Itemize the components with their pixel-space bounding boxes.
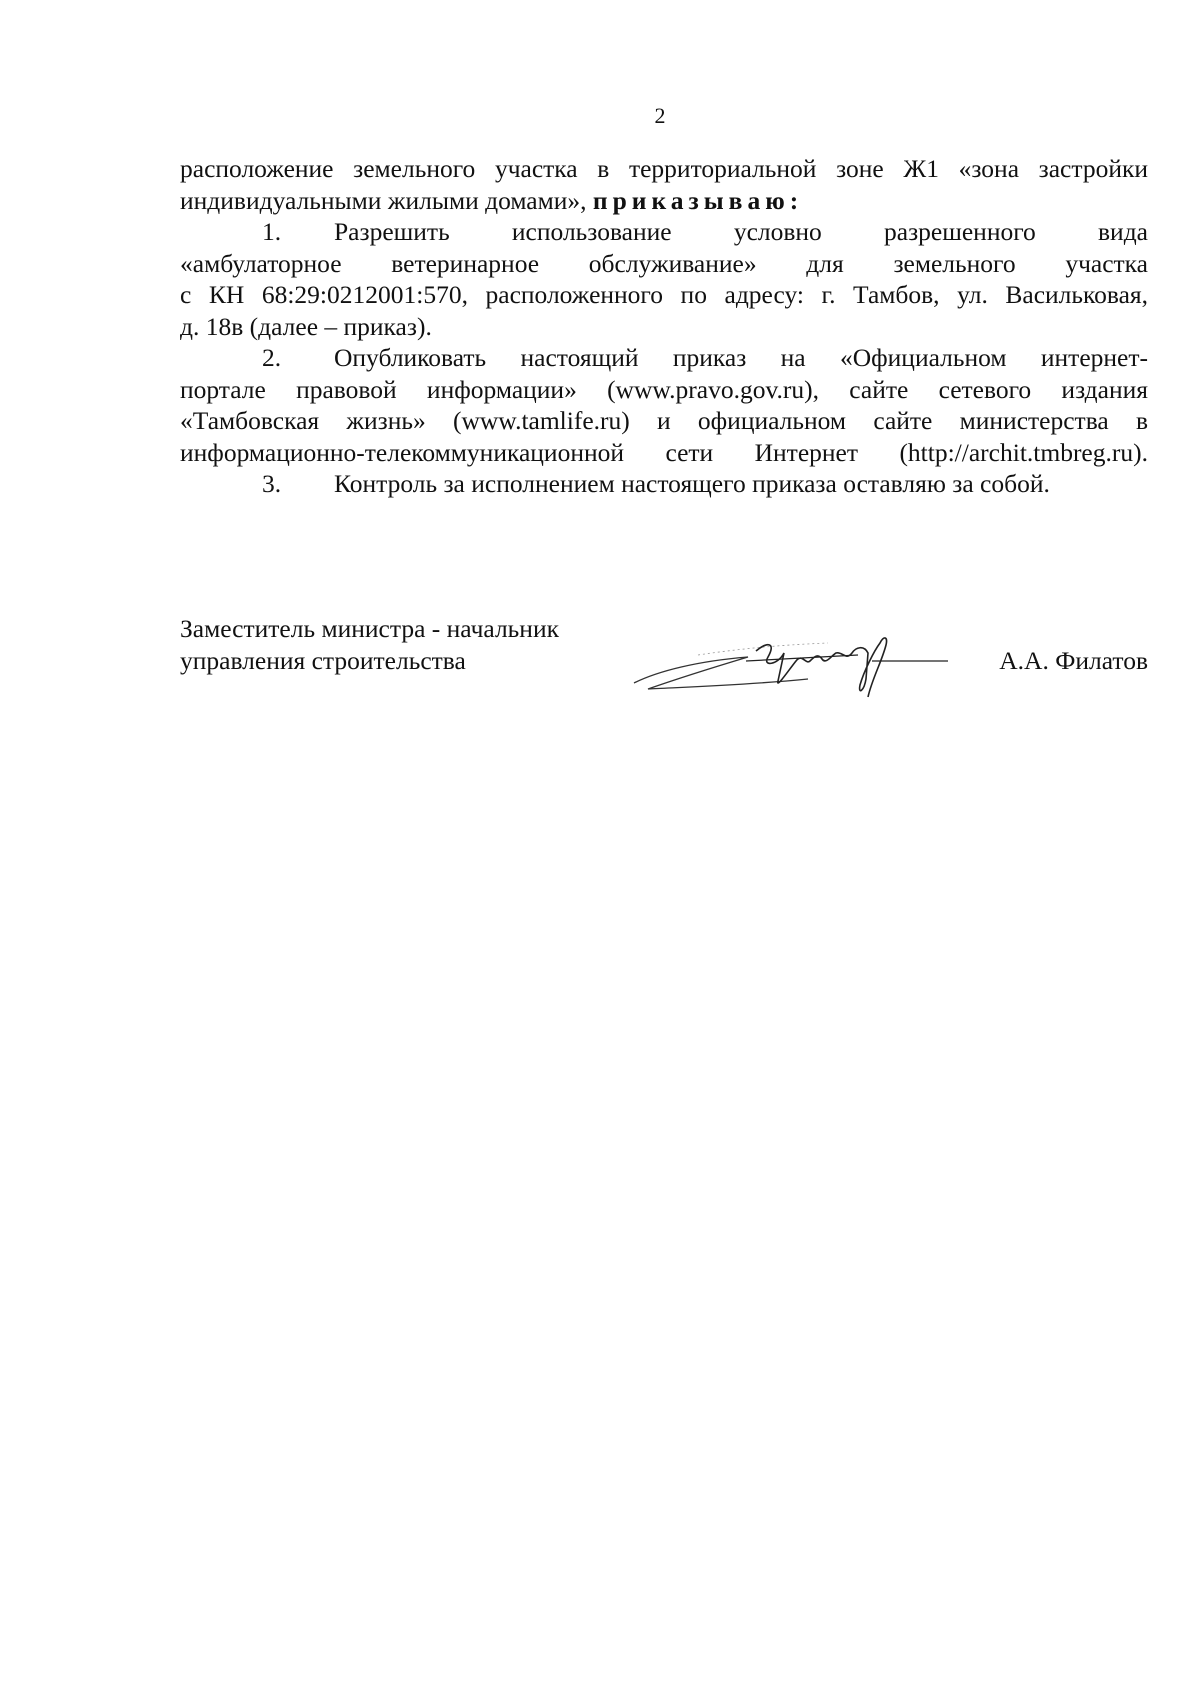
item-2-line-3: «Тамбовская жизнь» (www.tamlife.ru) и официальном сайте министерства в [180, 406, 1148, 435]
item-3-first-line [180, 468, 1148, 500]
item-1-first-line [180, 216, 1148, 248]
intro-line-2 [180, 185, 1148, 217]
item-1-line-3: с КН 68:29:0212001:570, расположенного по адресу: г. Тамбов, ул. Васильковая, [180, 280, 1148, 309]
item-2-number: 2. [262, 343, 282, 372]
intro-line-2-text: индивидуальными жилыми домами», [180, 185, 593, 215]
item-2-line-4: информационно-телекоммуникационной сети Интернет (http://archit.tmbreg.ru). [180, 437, 1148, 467]
page-number: 2 [654, 103, 666, 128]
item-3-line-1: Контроль за исполнением настоящего приказа оставляю за собой. [334, 469, 1050, 498]
item-1-number: 1. [262, 217, 282, 246]
signatory-name: А.А. Филатов [999, 646, 1148, 675]
intro-line-1: расположение земельного участка в территориальной зоне Ж1 «зона застройки [180, 154, 1148, 183]
item-1-line-1: Разрешить использование условно разрешенного вида [334, 217, 1148, 246]
order-keyword: приказываю: [592, 185, 804, 215]
item-1-line-2: «амбулаторное ветеринарное обслуживание» для земельного участка [180, 248, 1148, 278]
item-2-line-1: Опубликовать настоящий приказ на «Официальном интернет- [334, 343, 1148, 372]
item-2-line-2: портале правовой информации» (www.pravo.gov.ru), сайте сетевого издания [180, 374, 1148, 404]
order-body [180, 153, 1148, 500]
item-3-number: 3. [262, 469, 282, 498]
signatory-title-line-1: Заместитель министра - начальник [180, 614, 559, 643]
handwritten-signature [628, 631, 958, 701]
signatory-title-line-2: управления строительства [180, 646, 466, 675]
item-2-first-line [180, 342, 1148, 374]
item-1-line-4: д. 18в (далее – приказ). [180, 311, 432, 341]
signature-block [180, 613, 1148, 677]
